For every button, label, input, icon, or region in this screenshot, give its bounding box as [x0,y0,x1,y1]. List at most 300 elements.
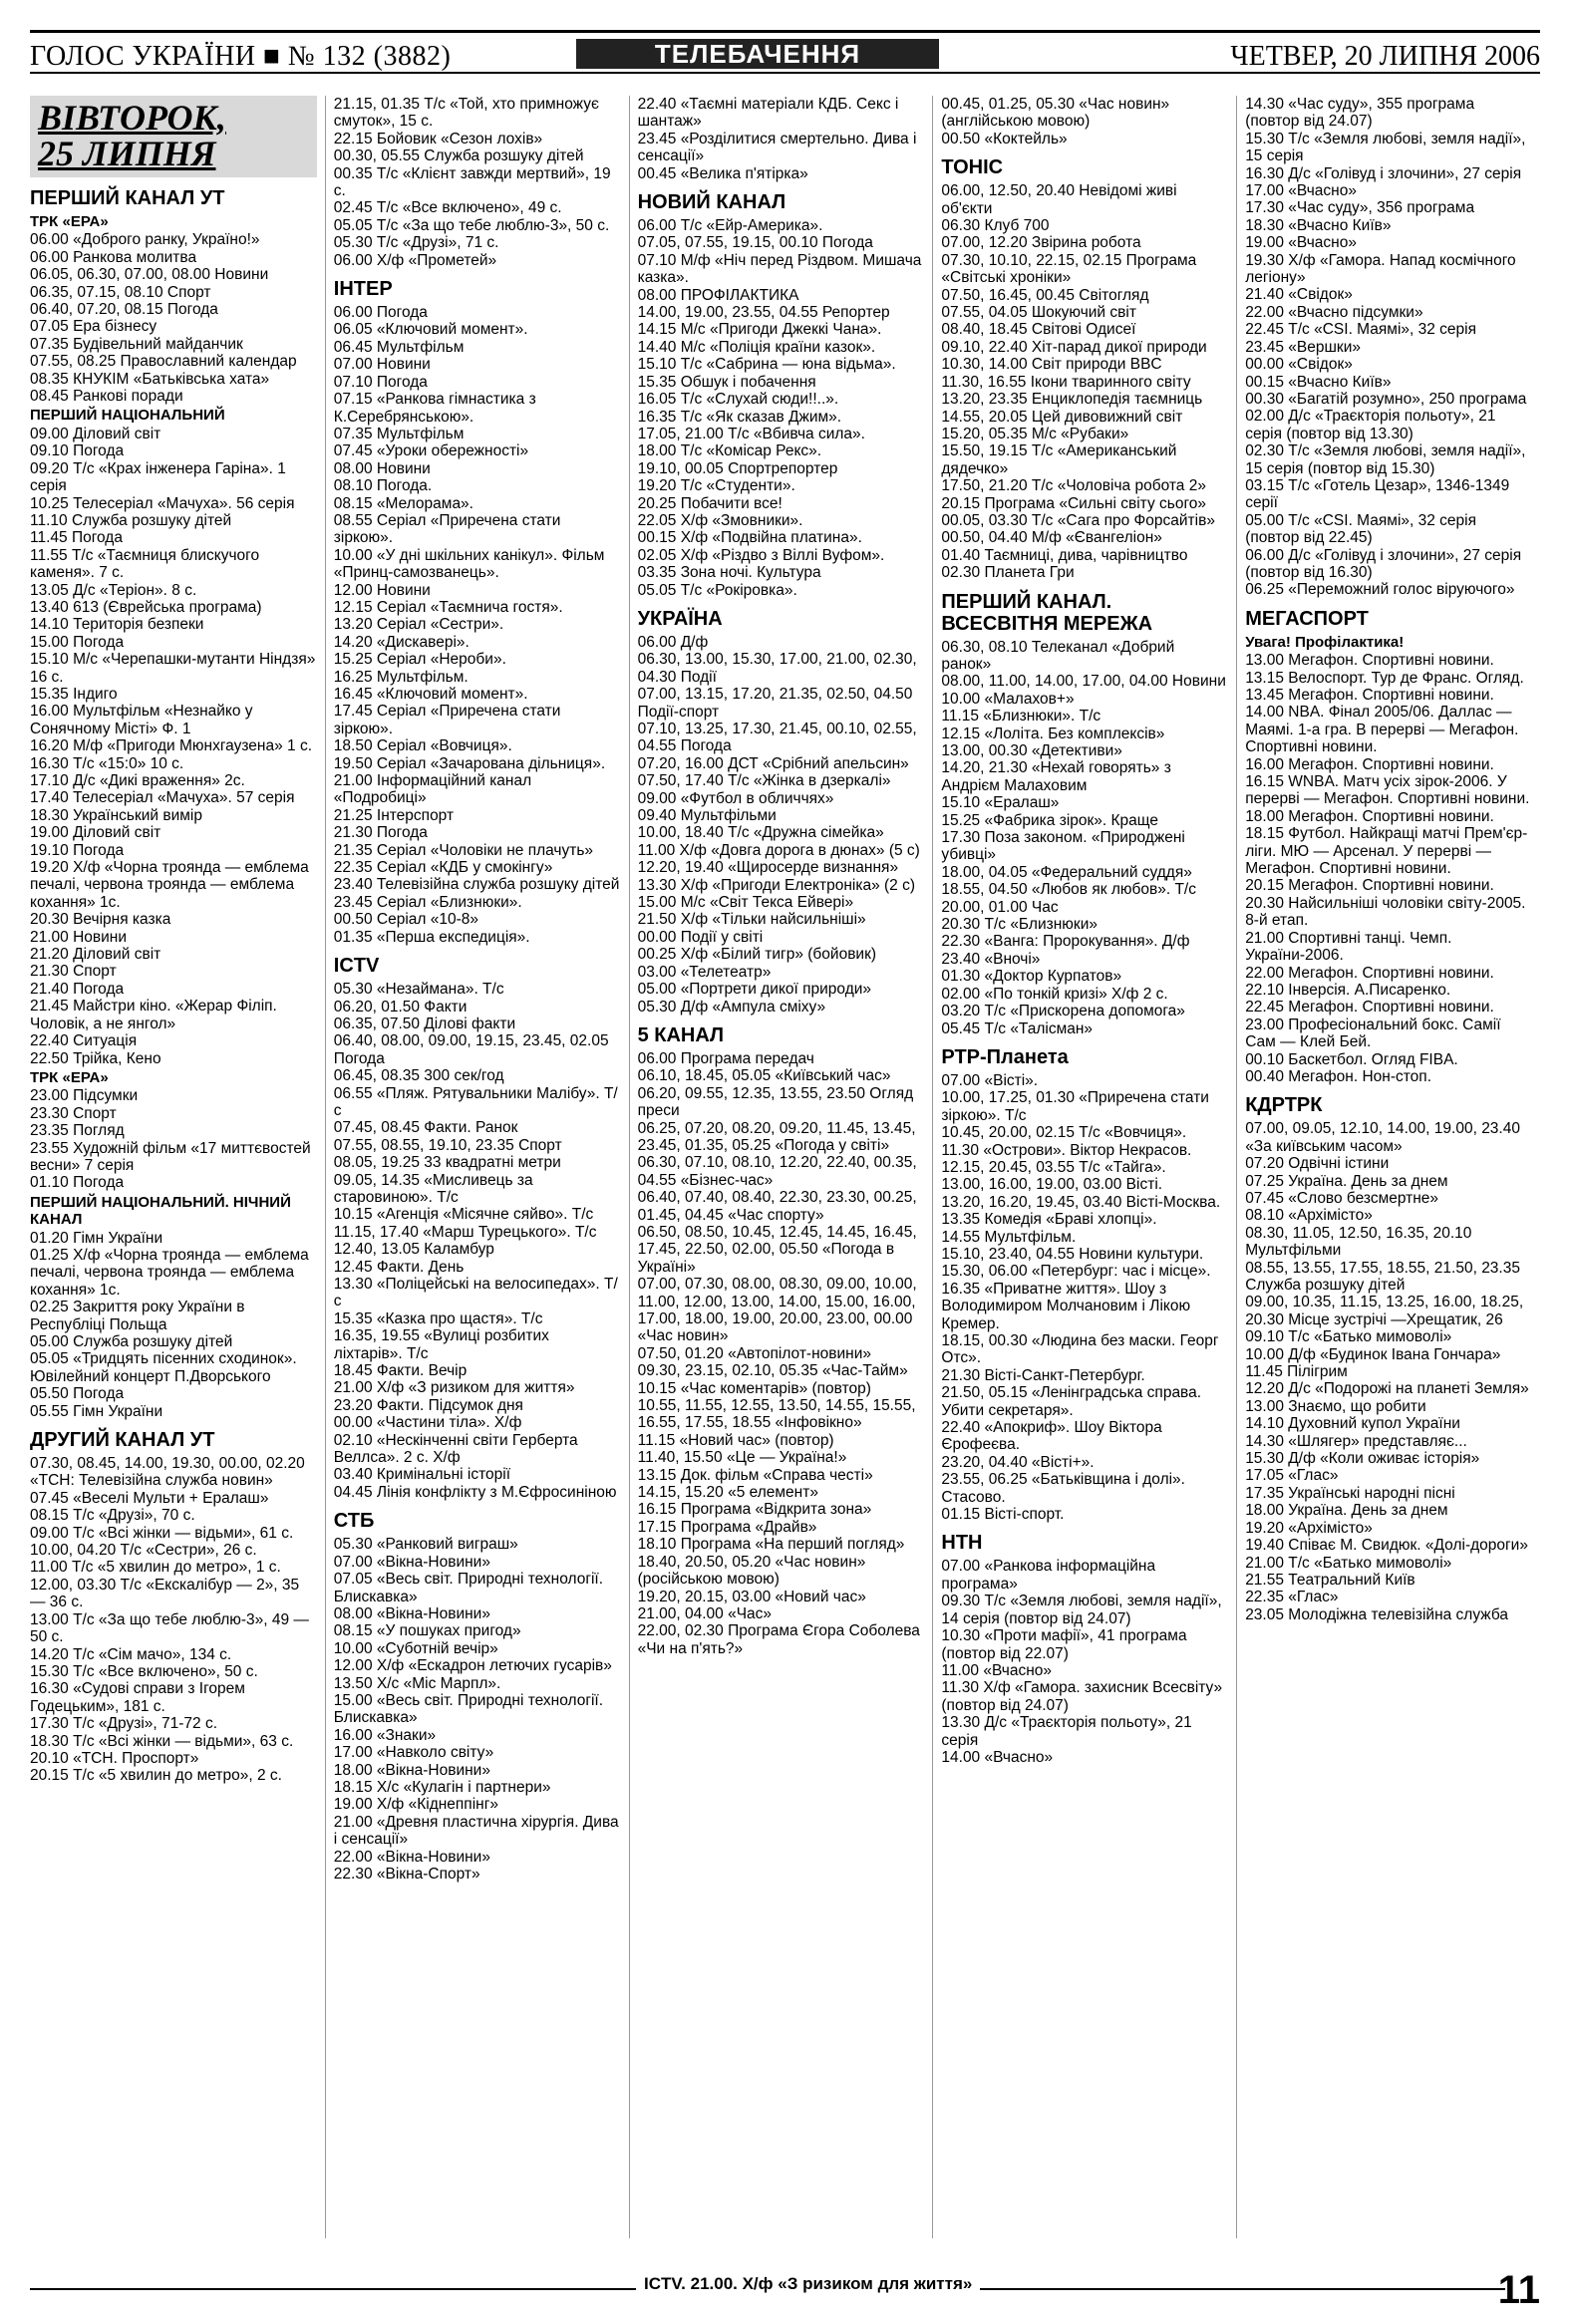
program-listing: 09.00 Т/с «Всі жінки — відьми», 61 с. [30,1524,294,1542]
program-listing: 21.25 Інтерспорт [333,806,455,824]
program-listing: 16.20 М/ф «Пригоди Мюнхгаузена» 1 с. [30,737,313,755]
program-listing: 10.45, 20.00, 02.15 Т/с «Вовчиця». [941,1124,1187,1142]
program-listing: 13.45 Мегафон. Спортивні новини. [1245,687,1494,704]
column-4 [941,96,1237,2238]
program-listing: 02.30 Т/с «Земля любові, земля надії», 15 серія (повтор від 15.30) [1245,442,1526,477]
program-listing: 05.05 Т/с «Рокіровка». [637,581,797,599]
program-listing: 06.30, 13.00, 15.30, 17.00, 21.00, 02.30, 04.30 Події [637,651,917,686]
program-listing: 21.30 Вісті-Санкт-Петербург. [941,1366,1145,1384]
program-listing: 18.00, 04.05 «Федеральний суддя» [941,863,1192,881]
program-listing: 10.00, 04.20 Т/с «Сестри», 26 с. [30,1542,257,1560]
program-listing: 11.30 «Острови». Віктор Некрасов. [941,1141,1192,1159]
program-listing: 16.45 «Ключовий момент». [333,686,528,703]
program-listing: 22.15 Бойовик «Сезон лохів» [333,130,543,147]
program-listing: 06.20, 09.55, 12.35, 13.55, 23.50 Огляд преси [637,1084,914,1120]
program-listing: 08.00 «Вікна-Новини» [333,1604,490,1622]
program-listing: 21.40 Погода [30,980,125,998]
program-listing: 23.30 Спорт [30,1104,117,1122]
program-listing: 05.05 Т/с «За що тебе люблю-3», 50 с. [333,216,610,234]
program-listing: 15.50, 19.15 Т/с «Американський дядечко» [941,442,1177,477]
program-listing: 06.00 Д/с «Голівуд і злочини», 27 серія (повтор від 16.30) [1245,546,1522,581]
program-listing: 05.30 Т/с «Друзі», 71 с. [333,234,499,252]
program-listing: 09.30, 23.15, 02.10, 05.35 «Час-Тайм» [637,1362,908,1380]
channel-name: ІНТЕР [333,278,393,301]
program-listing: 21.50, 05.15 «Ленінградська справа. Убити секретаря». [941,1384,1202,1419]
program-listing: 08.15 Т/с «Друзі», 70 с. [30,1507,195,1525]
program-listing: 21.00, 04.00 «Час» [637,1604,773,1622]
program-listing: 16.00 Мультфільм «Незнайко у Сонячному Місті» Ф. 1 [30,703,253,737]
program-listing: 21.00 Інформаційний канал «Подробиці» [333,772,532,807]
program-listing: 16.35 «Приватне життя». Шоу з Володимиром Молчановим і Лікою Кремер. [941,1280,1191,1332]
program-listing: 19.00 Діловий світ [30,824,161,842]
program-listing: 14.00, 19.00, 23.55, 04.55 Репортер [637,304,890,322]
program-listing: 10.00, 17.25, 01.30 «Приречена стати зіркою». Т/с [941,1089,1209,1124]
program-listing: 07.10 М/ф «Ніч перед Різдвом. Мишача казка». [637,251,922,287]
program-listing: 16.35 Т/с «Як сказав Джим». [637,408,842,426]
program-listing: 07.55, 08.55, 19.10, 23.35 Спорт [333,1136,562,1154]
program-listing: 16.30 Д/с «Голівуд і злочини», 27 серія [1245,164,1522,182]
program-listing: 07.55, 08.25 Православний календар [30,353,297,371]
program-listing: 08.30, 11.05, 12.50, 16.35, 20.10 Мультфільми [1245,1224,1472,1260]
program-listing: 09.40 Мультфільми [637,807,777,825]
program-listing: 21.40 «Свідок» [1245,286,1353,304]
program-listing: 21.15, 01.35 Т/с «Той, хто примножує смуток», 15 с. [333,96,599,131]
program-listing: 22.30 «Вікна-Спорт» [333,1866,480,1883]
program-listing: 10.00 «Суботній вечір» [333,1639,498,1657]
program-listing: 10.30, 14.00 Світ природи BBC [941,356,1162,374]
program-listing: 14.15, 15.20 «5 елемент» [637,1484,818,1502]
program-listing: 07.10 Погода [333,373,428,391]
program-listing: 08.10 Погода. [333,477,433,495]
program-listing: 15.35 Обшук і побачення [637,373,816,391]
program-listing: 03.00 «Телетеатр» [637,963,772,981]
program-listing: 00.15 Х/ф «Подвійна платина». [637,529,862,547]
program-listing: 08.05, 19.25 33 квадратні метри [333,1154,561,1172]
program-listing: 14.40 М/с «Поліція країни казок». [637,338,876,356]
program-listing: 11.00 «Вчасно» [941,1661,1053,1679]
program-listing: 18.15 Футбол. Найкращі матчі Прем'єр-ліги. МЮ — Арсенал. У перерві — Мегафон. Спортивні новини. [1245,825,1528,878]
program-listing: 06.45, 08.35 300 сек/год [333,1067,504,1085]
program-listing: 01.40 Таємниці, дива, чарівництво [941,546,1188,564]
program-listing: 23.45 Серіал «Близнюки». [333,893,522,911]
program-listing: 14.10 Духовний купол України [1245,1415,1460,1433]
program-listing: 17.15 Програма «Драйв» [637,1518,817,1536]
program-listing: 08.15 «Мелорама». [333,494,473,512]
program-listing: 23.40 Телевізійна служба розшуку дітей [333,876,620,894]
program-listing: 20.00, 01.00 Час [941,898,1059,916]
program-listing: 15.35 «Казка про щастя». Т/с [333,1309,543,1327]
program-listing: 06.40, 07.40, 08.40, 22.30, 23.30, 00.25, 01.45, 04.45 «Час спорту» [637,1189,917,1224]
channel-subheading: ТРК «ЕРА» [30,213,109,230]
program-listing: 07.00, 07.30, 08.00, 08.30, 09.00, 10.00, 11.00, 12.00, 13.00, 14.00, 15.00, 16.00, 17.00, 18.00, 19.00, 20.00, 23.00, 00.00 «Час новин» [637,1276,917,1345]
program-listing: 07.00 «Ранкова інформаційна програма» [941,1558,1156,1593]
program-listing: 02.05 Х/ф «Різдво з Віллі Вуфом». [637,546,885,564]
program-listing: 17.30 Поза законом. «Природжені убивці» [941,829,1185,864]
program-listing: 00.45, 01.25, 05.30 «Час новин» (англійською мовою) [941,96,1170,131]
program-listing: 19.20 Х/ф «Чорна троянда — емблема печалі, червона троянда — емблема кохання» 1с. [30,859,309,911]
program-listing: 18.55, 04.50 «Любов як любов». Т/с [941,881,1196,899]
program-listing: 07.20, 16.00 ДСТ «Срібний апельсин» [637,754,909,772]
program-listing: 09.20 Т/с «Крах інженера Гаріна». 1 серія [30,459,286,495]
program-listing: 13.40 613 (Єврейська програма) [30,598,262,616]
program-listing: 06.00 Погода [333,304,428,322]
program-listing: 09.05, 14.35 «Мисливець за старовиною». Т/с [333,1171,533,1206]
program-listing: 11.55 Т/с «Таємниця блискучого каменя». 7 с. [30,546,260,582]
issue-date: ЧЕТВЕР, 20 ЛИПНЯ 2006 [1230,41,1540,72]
program-listing: 14.20, 21.30 «Нехай говорять» з Андрієм Малаховим [941,759,1171,794]
program-listing: 00.30, 05.55 Служба розшуку дітей [333,147,584,165]
program-listing: 22.40 «Апокриф». Шоу Віктора Єрофеєва. [941,1419,1162,1454]
program-listing: 12.15 «Лоліта. Без комплексів» [941,725,1165,742]
program-listing: 15.30 Т/с «Все включено», 50 с. [30,1662,258,1680]
program-listing: 23.05 Молодіжна телевізійна служба [1245,1605,1508,1623]
program-listing: 22.45 Т/с «CSI. Маямі», 32 серія [1245,321,1476,339]
program-listing: 19.10 Погода [30,841,125,859]
channel-name: МЕГАСПОРТ [1245,607,1369,630]
program-listing: 16.15 Програма «Відкрита зона» [637,1501,872,1519]
program-listing: 07.45 «Уроки обережності» [333,442,529,460]
program-listing: 12.15 Серіал «Таємнича гостя». [333,598,563,616]
channel-name: 5 КАНАЛ [637,1023,725,1046]
program-listing: 21.30 Погода [333,824,428,842]
program-listing: 21.00 Спортивні танці. Чемп. України-2006. [1245,929,1452,965]
program-listing: 07.00 Новини [333,356,431,374]
program-listing: 00.45 «Велика п'ятірка» [637,164,808,182]
program-listing: 12.45 Факти. День [333,1258,465,1276]
program-listing: 15.25 «Фабрика зірок». Краще [941,811,1158,829]
program-listing: 06.00 Д/ф [637,633,709,651]
program-listing: 22.50 Трійка, Кено [30,1049,161,1067]
program-listing: 14.15 М/с «Пригоди Джеккі Чана». [637,321,882,339]
program-listing: 20.15 Т/с «5 хвилин до метро», 2 с. [30,1767,282,1785]
program-listing: 11.15 «Новий час» (повтор) [637,1431,834,1449]
program-listing: 13.50 Х/с «Міс Марпл». [333,1674,501,1692]
program-listing: 07.50, 16.45, 00.45 Світогляд [941,286,1149,304]
program-listing: 09.10 Погода [30,442,125,460]
program-listing: 12.00 Новини [333,581,431,599]
program-listing: 07.25 Україна. День за днем [1245,1172,1448,1190]
channel-name: ПЕРШИЙ КАНАЛ УТ [30,187,225,209]
channel-name: СТБ [333,1510,375,1533]
program-listing: 11.40, 15.50 «Це — Україна!» [637,1449,847,1467]
program-listing: 09.10 Т/с «Батько мимоволі» [1245,1328,1452,1346]
program-listing: 08.10 «Архімісто» [1245,1207,1373,1225]
program-listing: 13.20, 23.35 Енциклопедія таємниць [941,391,1203,409]
program-listing: 12.00, 03.30 Т/с «Екскалібур — 2», 35 — 36 с. [30,1576,300,1611]
program-listing: 17.00 «Навколо світу» [333,1744,494,1762]
program-listing: 23.00 Підсумки [30,1087,139,1105]
column-2 [334,96,630,2238]
channel-name: РТР-Планета [941,1045,1069,1068]
program-listing: 22.05 Х/ф «Змовники». [637,511,803,529]
page-number: 11 [1497,2268,1540,2312]
channel-subheading: ТРК «ЕРА» [30,1068,109,1086]
program-listing: 06.25, 07.20, 08.20, 09.20, 11.45, 13.45, 23.45, 01.35, 05.25 «Погода у світі» [637,1119,916,1154]
program-listing: 22.00 Мегафон. Спортивні новини. [1245,964,1494,982]
page-header [30,30,1540,74]
program-listing: 16.35, 19.55 «Вулиці розбитих ліхтарів». Т/с [333,1327,549,1362]
program-listing: 19.20 Т/с «Студенти». [637,477,795,495]
program-listing: 15.00 Погода [30,633,125,651]
program-listing: 06.00 Програма передач [637,1049,814,1067]
program-listing: 16.30 «Судові справи з Ігорем Годецьким», 181 с. [30,1680,245,1715]
program-listing: 13.35 Комедія «Браві хлопці». [941,1211,1157,1229]
program-listing: 00.30 «Багатій розумно», 250 програма [1245,390,1527,408]
program-listing: 14.00 «Вчасно» [941,1748,1054,1766]
program-listing: 13.15 Док. фільм «Справа честі» [637,1466,873,1484]
program-listing: 14.10 Територія безпеки [30,616,204,634]
program-listing: 13.00 Т/с «За що тебе люблю-3», 49 — 50 с. [30,1610,309,1646]
program-listing: 07.05 Ера бізнесу [30,318,157,336]
program-listing: 02.45 Т/с «Все включено», 49 с. [333,199,562,217]
program-listing: 03.40 Кримінальні історії [333,1466,511,1484]
program-listing: 10.00 «Малахов+» [941,690,1075,708]
program-listing: 23.45 «Вершки» [1245,338,1361,356]
program-listing: 22.45 Мегафон. Спортивні новини. [1245,999,1494,1017]
program-listing: 06.35, 07.50 Ділові факти [333,1015,516,1032]
program-listing: 02.00 «По тонкій кризі» Х/ф 2 с. [941,985,1168,1003]
program-listing: 07.05, 07.55, 19.15, 00.10 Погода [637,234,873,252]
program-listing: 19.10, 00.05 Спортрепортер [637,459,838,477]
program-listing: 19.00 Х/ф «Кіднеппінг» [333,1796,498,1814]
newspaper-issue: ГОЛОС УКРАЇНИ ■ № 132 (3882) [30,41,452,72]
program-listing: 08.15 «У пошуках пригод» [333,1622,521,1640]
day-title-line: ВІВТОРОК, [38,98,226,138]
program-listing: 05.00 «Портрети дикої природи» [637,981,872,999]
program-listing: 16.15 WNBA. Матч усіх зірок-2006. У перерві — Мегафон. Спортивні новини. [1245,773,1530,808]
program-listing: 06.00 Х/ф «Прометей» [333,251,497,269]
program-listing: 08.00 ПРОФІЛАКТИКА [637,286,799,304]
program-listing: 08.45 Ранкові поради [30,388,183,406]
column-1 [30,96,326,2238]
column-5 [1245,96,1540,2238]
program-listing: 06.45 Мультфільм [333,338,465,356]
program-listing: 15.10, 23.40, 04.55 Новини культури. [941,1245,1204,1263]
program-listing: 20.10 «ТСН. Проспорт» [30,1749,199,1767]
program-listing: 09.00 «Футбол в обличчях» [637,789,834,807]
program-listing: 18.00 Мегафон. Спортивні новини. [1245,807,1494,825]
program-listing: 16.05 Т/с «Слухай сюди!!..». [637,391,839,409]
program-listing: 01.35 «Перша експедиція». [333,928,530,946]
program-listing: 21.20 Діловий світ [30,946,161,964]
program-listing: 18.00 Україна. День за днем [1245,1502,1448,1520]
program-listing: 02.30 Планета Гри [941,564,1075,582]
program-listing: 13.20, 16.20, 19.45, 03.40 Вісті-Москва. [941,1193,1221,1211]
program-listing: 07.35 Будівельний майданчик [30,335,243,353]
program-listing: 10.55, 11.55, 12.55, 13.50, 14.55, 15.55, 16.55, 17.55, 18.55 «Інфовікно» [637,1397,916,1432]
program-listing: 05.55 Гімн України [30,1402,163,1420]
program-listing: 13.30 Д/с «Траєкторія польоту», 21 серія [941,1714,1192,1749]
program-listing: 07.35 Мультфільм [333,425,465,442]
program-listing: 15.00 «Весь світ. Природні технології. Блискавка» [333,1691,604,1727]
program-listing: 12.00 Х/ф «Ескадрон летючих гусарів» [333,1657,612,1675]
program-listing: 07.30, 10.10, 22.15, 02.15 Програма «Світські хроніки» [941,251,1197,287]
program-listing: 07.15 «Ранкова гімнастика з К.Серебрянською». [333,391,536,426]
program-listing: 01.10 Погода [30,1174,125,1192]
day-title [30,96,317,177]
program-listing: 19.20 «Архімісто» [1245,1519,1373,1537]
program-listing: 11.45 Погода [30,529,123,547]
program-listing: 07.00, 12.20 Звірина робота [941,234,1141,252]
program-listing: 07.45, 08.45 Факти. Ранок [333,1119,518,1137]
program-listing: 06.30, 08.10 Телеканал «Добрий ранок» [941,638,1175,673]
program-listing: 21.45 Майстри кіно. «Жерар Філіп. Чоловік, а не янгол» [30,998,277,1032]
program-listing: 23.40 «Вночі» [941,950,1041,968]
program-listing: 08.55, 13.55, 17.55, 18.55, 21.50, 23.35 Служба розшуку дітей [1245,1259,1520,1294]
program-listing: 03.15 Т/с «Готель Цезар», 1346-1349 серії [1245,476,1510,512]
program-listing: 23.00 Професіональний бокс. Самії Сам — Клей Бей. [1245,1016,1501,1051]
program-listing: 21.30 Спорт [30,963,117,981]
program-listing: 18.15, 00.30 «Людина без маски. Георг Отс». [941,1332,1219,1367]
program-listing: 22.40 Ситуація [30,1032,138,1050]
program-listing: 14.55 Мультфільм. [941,1228,1077,1246]
program-listing: 23.55 Художній фільм «17 миттєвостей весни» 7 серія [30,1139,311,1174]
program-listing: 05.30 «Ранковий виграш» [333,1536,518,1554]
program-listing: 15.10 «Ералаш» [941,794,1060,812]
program-listing: 01.30 «Доктор Курпатов» [941,968,1122,986]
program-listing: 07.20 Одвічні істини [1245,1155,1390,1173]
program-listing: 02.00 Д/с «Траєкторія польоту», 21 серія (повтор від 13.30) [1245,408,1496,442]
program-listing: 18.30 Український вимір [30,806,202,824]
program-listing: 01.15 Вісті-спорт. [941,1506,1065,1524]
program-listing: 18.45 Факти. Вечір [333,1362,468,1380]
program-listing: 07.00 «Вікна-Новини» [333,1553,490,1571]
program-listing: 21.00 Новини [30,928,128,946]
program-listing: 10.00 «У дні шкільних канікул». Фільм «Принц-самозванець». [333,546,605,582]
program-listing: 00.40 Мегафон. Нон-стоп. [1245,1067,1431,1085]
program-listing: 15.30 Д/ф «Коли оживає історія» [1245,1450,1480,1468]
program-listing: 06.30 Клуб 700 [941,217,1050,235]
program-listing: 07.00, 13.15, 17.20, 21.35, 02.50, 04.50 Події-спорт [637,686,913,721]
program-listing: 15.10 Т/с «Сабрина — юна відьма». [637,356,896,374]
program-listing: 08.00, 11.00, 14.00, 17.00, 04.00 Новини [941,673,1226,691]
program-listing: 16.25 Мультфільм. [333,668,469,686]
program-listing: 22.00 «Вчасно підсумки» [1245,303,1423,321]
program-listing: 11.15, 17.40 «Марш Турецького». Т/с [333,1223,597,1241]
program-listing: 11.00 Т/с «5 хвилин до метро», 1 с. [30,1559,281,1577]
program-listing: 06.35, 07.15, 08.10 Спорт [30,283,211,301]
program-listing: 06.40, 08.00, 09.00, 19.15, 23.45, 02.05 Погода [333,1032,609,1067]
program-listing: 07.00 «Вісті». [941,1071,1039,1089]
program-listing: 18.00 «Вікна-Новини» [333,1761,490,1779]
program-listing: 03.35 Зона ночі. Культура [637,564,821,582]
program-listing: 19.20, 20.15, 03.00 «Новий час» [637,1588,866,1605]
program-listing: 11.45 Пілігрим [1245,1363,1348,1381]
program-listing: 14.30 «Шлягер» представляє... [1245,1432,1467,1450]
program-listing: 17.50, 21.20 Т/с «Чоловіча робота 2» [941,477,1206,495]
program-listing: 16.00 «Знаки» [333,1726,437,1744]
channel-subheading: ПЕРШИЙ НАЦІОНАЛЬНИЙ. НІЧНИЙ КАНАЛ [30,1193,291,1229]
channel-name: КДРТРК [1245,1094,1323,1117]
program-listing: 08.00 Новини [333,459,431,477]
program-listing: 12.15, 20.45, 03.55 Т/с «Тайга». [941,1158,1166,1176]
program-listing: 16.30 Т/с «15:0» 10 с. [30,754,184,772]
program-listing: 12.20, 19.40 «Щиросерде визнання» [637,859,899,877]
program-listing: 13.00 Мегафон. Спортивні новини. [1245,652,1494,670]
program-listing: 10.15 «Час коментарів» (повтор) [637,1379,871,1397]
program-listing: 21.00 «Древня пластична хірургія. Дива і сенсації» [333,1813,619,1849]
program-listing: 08.35 КНУКІМ «Батьківська хата» [30,370,270,388]
program-listing: 01.25 Х/ф «Чорна троянда — емблема печалі, червона троянда — емблема кохання» 1с. [30,1246,309,1299]
program-listing: 15.25 Серіал «Нероби». [333,651,506,669]
program-listing: 05.05 «Тридцять пісенних сходинок». Ювілейний концерт П.Дворського [30,1350,297,1385]
program-listing: 23.35 Погляд [30,1122,125,1140]
program-listing: 10.00 Д/ф «Будинок Івана Гончара» [1245,1345,1501,1363]
program-listing: 22.10 Інверсія. А.Писаренко. [1245,981,1451,999]
program-listing: 16.00 Мегафон. Спортивні новини. [1245,755,1494,773]
program-listing: 05.00 Т/с «CSI. Маямі», 32 серія (повтор від 22.45) [1245,511,1476,547]
program-listing: 21.50 Х/ф «Тільки найсильніші» [637,911,866,929]
program-listing: 02.10 «Нескінченні світи Герберта Веллса». 2 с. Х/ф [333,1431,578,1467]
program-listing: 13.30 Х/ф «Пригоди Електроніка» (2 с) [637,876,916,894]
program-listing: 09.10, 22.40 Хіт-парад дикої природи [941,338,1207,356]
program-listing: 05.00 Служба розшуку дітей [30,1333,233,1350]
program-listing: 18.50 Серіал «Вовчиця». [333,737,512,755]
program-listing: 07.00, 09.05, 12.10, 14.00, 19.00, 23.40 «За київським часом» [1245,1120,1520,1155]
program-listing: 07.10, 13.25, 17.30, 21.45, 00.10, 02.55, 04.55 Погода [637,721,917,755]
program-listing: 22.30 «Ванга: Пророкування». Д/ф [941,933,1190,951]
program-listing: 19.40 Співає М. Свидюк. «Долі-дороги» [1245,1537,1528,1555]
program-listing: 19.50 Серіал «Зачарована дільниця». [333,754,606,772]
program-listing: 15.00 М/с «Світ Текса Ейвері» [637,894,854,912]
channel-name: ICTV [333,955,380,978]
program-listing: 05.45 Т/с «Талісман» [941,1019,1094,1037]
program-listing: 17.05, 21.00 Т/с «Вбивча сила». [637,425,865,442]
program-listing: 13.15 Велоспорт. Тур де Франс. Огляд. [1245,669,1524,687]
program-listing: 06.00 Ранкова молитва [30,248,197,266]
program-listing: 18.10 Програма «На перший погляд» [637,1536,905,1554]
program-listing: 10.30 «Проти мафії», 41 програма (повтор від 22.07) [941,1627,1187,1662]
program-listing: 20.30 Т/с «Близнюки» [941,916,1098,934]
program-listing: 06.30, 07.10, 08.10, 12.20, 22.40, 00.35, 04.55 «Бізнес-час» [637,1154,917,1189]
program-listing: 04.45 Лінія конфлікту з М.Єфросиніною [333,1483,617,1501]
program-listing: 07.30, 08.45, 14.00, 19.30, 00.00, 02.20 «ТСН: Телевізійна служба новин» [30,1455,305,1490]
program-listing: 15.35 Індиго [30,685,118,703]
program-listing: 22.40 «Таємні матеріали КДБ. Секс і шантаж» [637,96,899,131]
channel-name: ДРУГИЙ КАНАЛ УТ [30,1429,215,1452]
channel-name: ТОНІС [941,156,1004,179]
program-listing: 18.30 Т/с «Всі жінки — відьми», 63 с. [30,1732,294,1750]
program-listing: 12.20 Д/с «Подорожі на планеті Земля» [1245,1380,1529,1398]
program-listing: 13.30 «Поліцейські на велосипедах». Т/с [333,1276,618,1310]
program-listing: 23.55, 06.25 «Батьківщина і долі». Стасово. [941,1471,1185,1506]
program-listing: 15.20, 05.35 М/с «Рубаки» [941,425,1129,442]
program-listing: 13.05 Д/с «Теріон». 8 с. [30,581,197,599]
program-listing: 13.00 Знаємо, що робити [1245,1397,1426,1415]
program-listing: 00.25 Х/ф «Білий тигр» (бойовик) [637,946,877,964]
program-listing: 21.55 Театральний Київ [1245,1571,1415,1589]
program-listing: 00.05, 03.30 Т/с «Сага про Форсайтів» [941,511,1215,529]
program-listing: 20.30 Вечірня казка [30,911,171,929]
program-listing: 06.50, 08.50, 10.45, 12.45, 14.45, 16.45, 17.45, 22.50, 02.00, 05.50 «Погода в Україні» [637,1223,917,1276]
program-listing: 09.00 Діловий світ [30,425,161,442]
program-listing: 10.15 «Агенція «Місячне сяйво». Т/с [333,1206,594,1224]
program-listing: 19.00 «Вчасно» [1245,234,1357,252]
channel-subheading: ПЕРШИЙ НАЦІОНАЛЬНИЙ [30,407,225,425]
program-listing: 00.35 Т/с «Клієнт завжди мертвий», 19 с. [333,164,611,200]
program-listing: 17.45 Серіал «Приречена стати зіркою». [333,703,561,737]
program-listing: 06.20, 01.50 Факти [333,998,468,1016]
program-listing: 17.40 Телесеріал «Мачуха». 57 серія [30,789,295,807]
program-listing: 00.15 «Вчасно Київ» [1245,373,1392,391]
program-listing: 06.00 Т/с «Ейр-Америка». [637,217,823,235]
day-title-line: 25 ЛИПНЯ [38,134,216,173]
program-listing: 22.00 «Вікна-Новини» [333,1848,490,1866]
program-listing: 17.00 «Вчасно» [1245,182,1357,200]
program-listing: 00.50 «Коктейль» [941,130,1068,147]
program-listing: 00.00 «Частини тіла». Х/ф [333,1414,522,1432]
program-listing: 20.15 Мегафон. Спортивні новини. [1245,877,1494,895]
